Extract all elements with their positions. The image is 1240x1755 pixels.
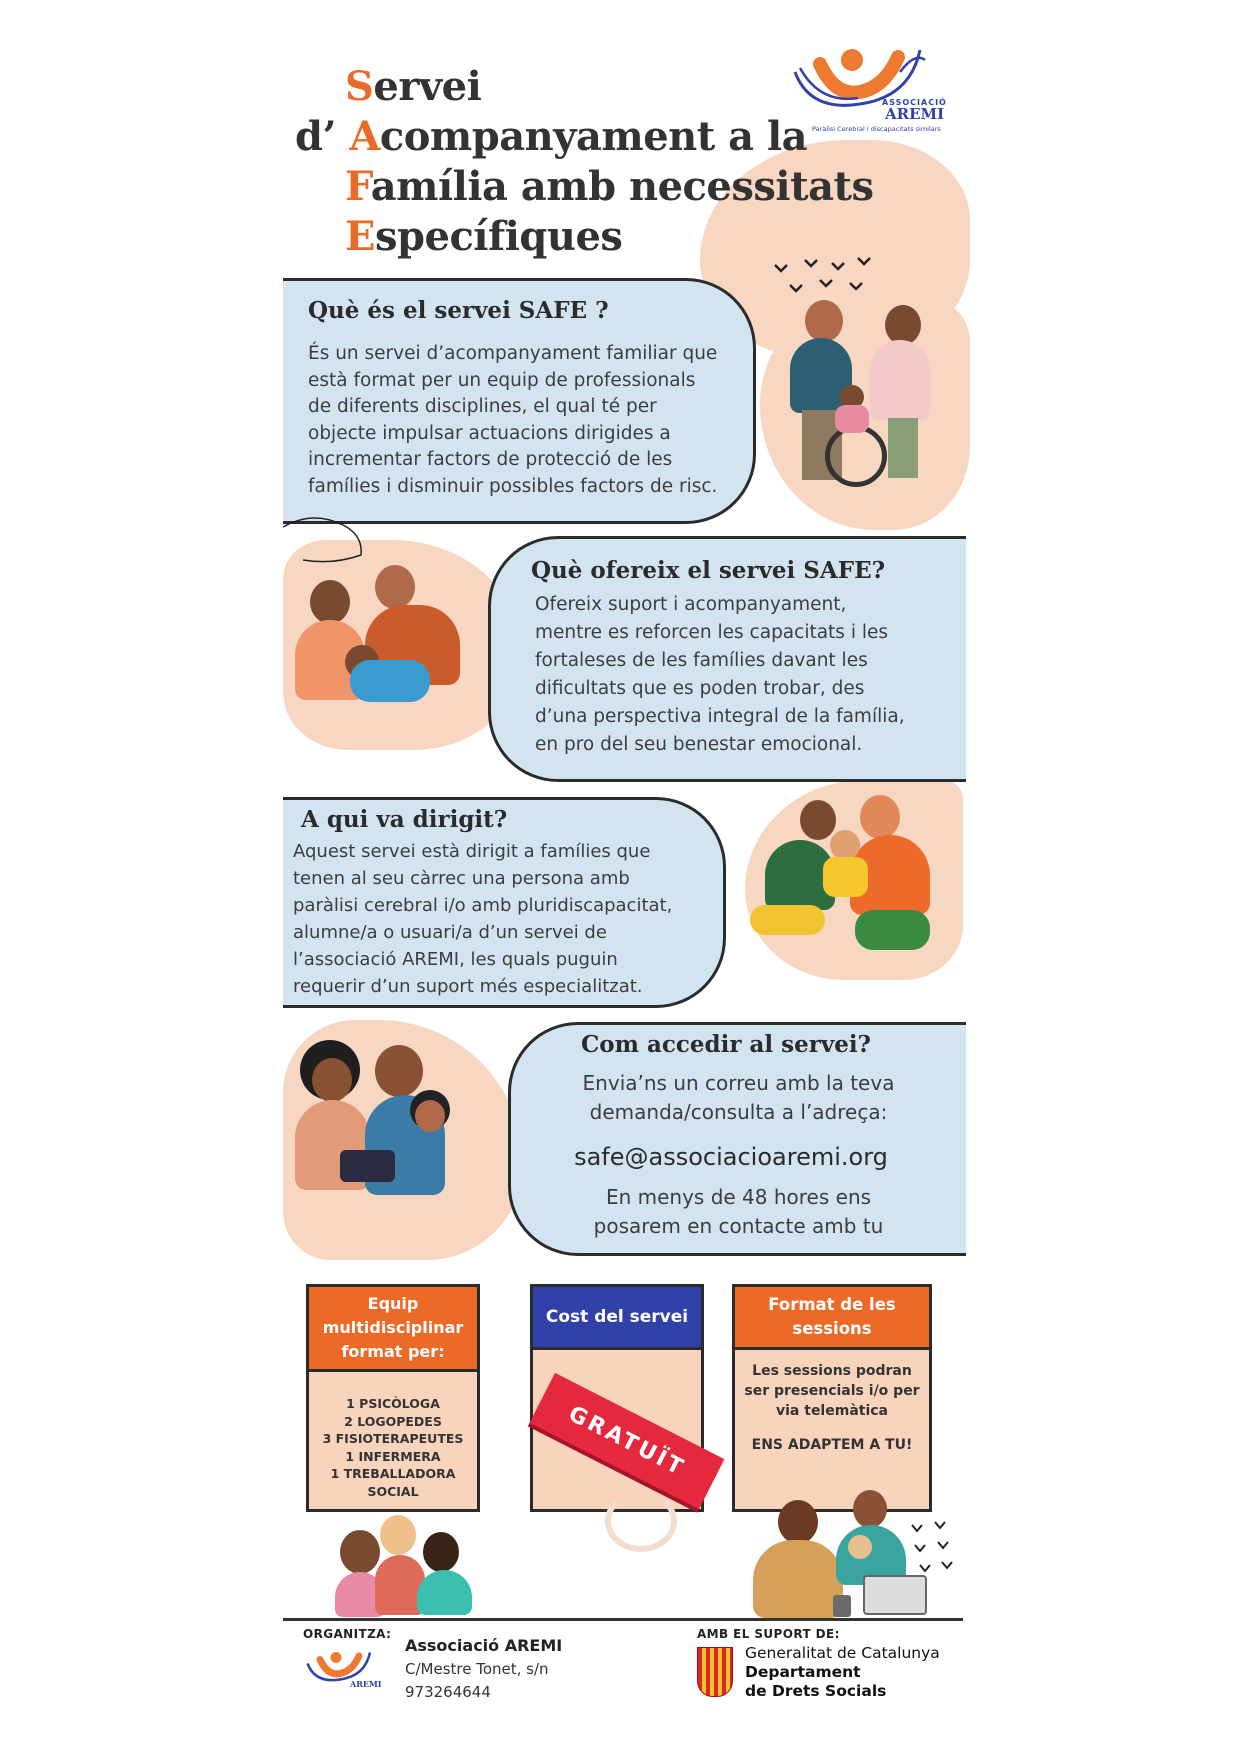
gov-line-1: Generalitat de Catalunya	[745, 1644, 940, 1662]
card-header: Cost del servei	[533, 1287, 701, 1347]
support-label: AMB EL SUPORT DE:	[697, 1627, 840, 1641]
card-header: Format de les sessions	[735, 1287, 929, 1347]
card-format	[732, 1284, 932, 1512]
family-selfie-illustration	[290, 1030, 490, 1220]
section-heading: A qui va dirigit?	[301, 806, 508, 833]
section-heading: Què és el servei SAFE ?	[308, 297, 609, 324]
org-address: C/Mestre Tonet, s/n	[405, 1660, 549, 1678]
birds-illustration	[770, 255, 880, 305]
response-time-note: En menys de 48 hores ens posarem en contacte amb tu	[593, 1185, 884, 1238]
friends-group-illustration	[335, 1510, 475, 1615]
section-how-to-access	[508, 1022, 966, 1256]
free-badge: GRATUÏT	[530, 1373, 725, 1509]
org-name: Associació AREMI	[405, 1636, 563, 1655]
adapt-note: ENS ADAPTEM A TU!	[751, 1437, 913, 1453]
section-what-is-safe	[283, 278, 756, 524]
outline-scribble	[283, 515, 373, 565]
card-header: Equip multidisciplinar format per:	[309, 1287, 477, 1369]
aremi-logo	[790, 42, 947, 137]
format-description: Les sessions podran ser presencials i/o per via telemàtica	[744, 1363, 920, 1419]
section-body: Envia’ns un correu amb la teva demanda/consulta a l’adreça:	[582, 1071, 895, 1124]
gov-line-3: de Drets Socials	[745, 1682, 887, 1700]
card-team	[306, 1284, 480, 1512]
section-what-offers	[488, 536, 966, 782]
generalitat-shield-icon	[697, 1647, 733, 1697]
family-laptop-illustration	[728, 1490, 928, 1618]
family-hug-illustration	[290, 560, 480, 710]
family-sitting-illustration	[745, 795, 945, 995]
logo-brand-small: AREMI	[350, 1679, 382, 1689]
org-phone[interactable]: 973264644	[405, 1683, 491, 1701]
title-line-2: d’ Acompanyament a la	[295, 113, 808, 160]
section-target-audience	[283, 797, 726, 1008]
logo-tagline: Paràlisi Cerebral i discapacitats similars	[812, 125, 941, 133]
swirl-decor	[605, 1490, 677, 1552]
contact-email-link[interactable]: safe@associacioaremi.org	[574, 1143, 888, 1171]
section-heading: Com accedir al servei?	[581, 1031, 872, 1058]
logo-association-label: ASSOCIACIÓ	[882, 98, 947, 107]
logo-brand: AREMI	[885, 105, 945, 123]
aremi-logo-small	[305, 1647, 385, 1697]
team-members-list: 1 PSICÒLOGA 2 LOGOPEDES 3 FISIOTERAPEUTES 1 INFERMERA 1 TREBALLADORA SOCIAL	[322, 1396, 464, 1499]
organitza-label: ORGANITZA:	[303, 1627, 392, 1641]
title-line-1: Servei	[345, 63, 482, 110]
section-heading: Què ofereix el servei SAFE?	[531, 557, 886, 584]
section-body: Aquest servei està dirigit a famílies que tenen al seu càrrec una persona amb paràlisi cerebral i/o amb pluridiscapacitat, alumne/a o usuari/a d’un servei de l’associació AREMI, les quals puguin requerir d’un suport més especialitzat.	[293, 841, 673, 997]
footer-divider	[283, 1618, 963, 1621]
section-body: És un servei d’acompanyament familiar que està format per un equip de professionals de diferents disciplines, el qual té per objecte impulsar actuacions dirigides a incrementar factors de protecció de les famílies i disminuir possibles factors de risc.	[308, 343, 718, 497]
section-body: Ofereix suport i acompanyament, mentre es reforcen les capacitats i les fortaleses de les famílies davant les dificultats que es poden trobar, des d’una perspectiva integral de la família, en pro del seu benestar emocional.	[535, 594, 905, 755]
title-line-3: Família amb necessitats	[345, 163, 874, 210]
title-line-4: Específiques	[345, 213, 623, 260]
family-wheelchair-illustration	[770, 300, 940, 500]
gov-line-2: Departament	[745, 1663, 861, 1681]
